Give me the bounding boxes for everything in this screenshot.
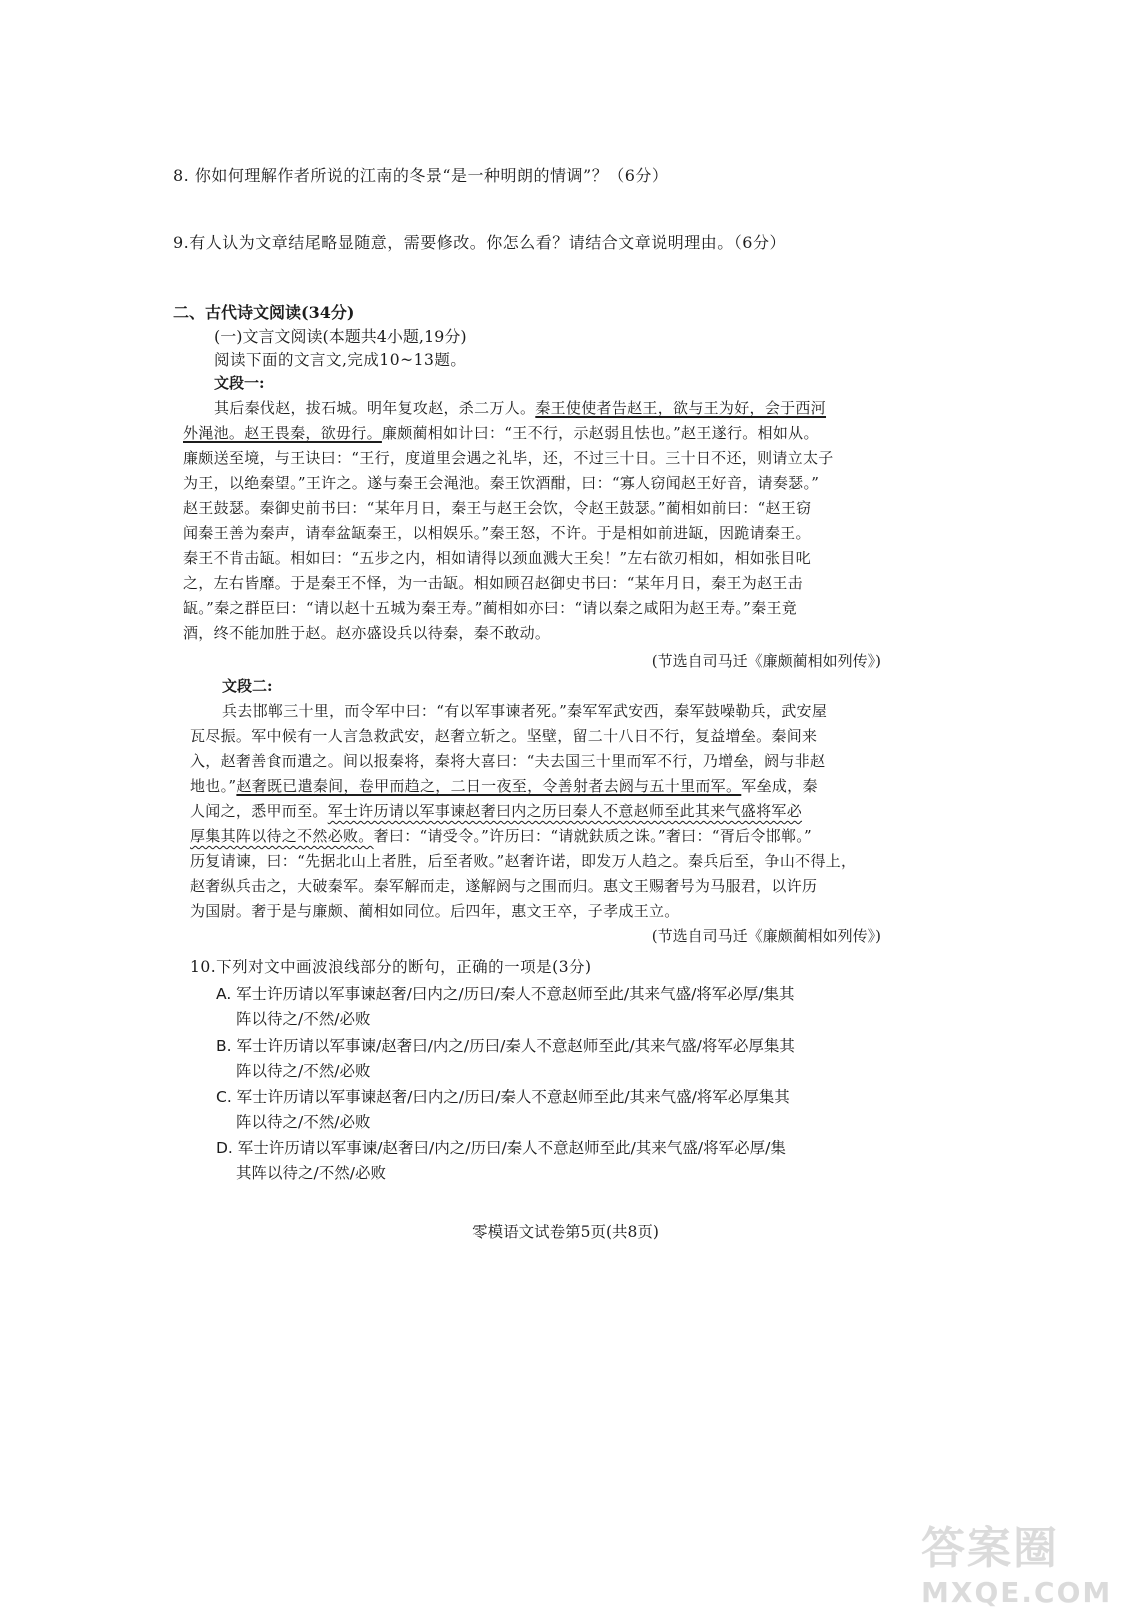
passage-1-line: 廉颇送至境，与王诀曰：“王行，度道里会遇之礼毕，还，不过三十日。三十日不还，则请立太子 xyxy=(183,449,834,467)
option-a-cont: 阵以待之/不然/必败 xyxy=(236,1010,371,1028)
passage-1-line: 之，左右皆靡。于是秦王不怿，为一击缻。相如顾召赵御史书曰：“某年月日，秦王为赵王击 xyxy=(183,574,803,592)
passage-2-line: 历复请谏，曰：“先据北山上者胜，后至者败。”赵奢许诺，即发万人趋之。秦兵后至，争山不得上， xyxy=(190,852,857,870)
question-8: 8. 你如何理解作者所说的江南的冬景“是一种明朗的情调”？（6分） xyxy=(173,166,669,185)
passage-2-line: 瓦尽振。军中候有一人言急救武安，赵奢立斩之。坚壁，留二十八日不行，复益增垒。秦间来 xyxy=(190,727,818,745)
passage-1-line: 秦王不肯击缻。相如曰：“五步之内，相如请得以颈血溅大王矣！”左右欲刃相如，相如张目叱 xyxy=(183,549,811,567)
question-10-stem: 10.下列对文中画波浪线部分的断句，正确的一项是(3分) xyxy=(190,958,592,976)
option-a: A. 军士许历请以军事谏赵奢/曰内之/历曰/秦人不意赵师至此/其来气盛/将军必厚/集其 xyxy=(216,985,795,1003)
passage-2-line: 为国尉。奢于是与廉颇、蔺相如同位。后四年，惠文王卒，子孝成王立。 xyxy=(190,902,680,920)
watermark-logo xyxy=(921,1512,1113,1609)
option-b-cont: 阵以待之/不然/必败 xyxy=(236,1062,371,1080)
passage-1-line: 赵王鼓瑟。秦御史前书曰：“某年月日，秦王与赵王会饮，令赵王鼓瑟。”蔺相如前曰：“赵王窃 xyxy=(183,499,812,517)
section-instruction: 阅读下面的文言文,完成10~13题。 xyxy=(214,351,467,369)
passage-2-line: 兵去邯郸三十里，而令军中曰：“有以军事谏者死。”秦军军武安西，秦军鼓噪勒兵，武安屋 xyxy=(222,702,828,720)
passage-2-line: 入，赵奢善食而遣之。间以报秦将，秦将大喜曰：“夫去国三十里而军不行，乃增垒，阏与非赵 xyxy=(190,752,826,770)
passage-1-line: 外渑池。赵王畏秦，欲毋行。廉颇蔺相如计曰：“王不行，示赵弱且怯也。”赵王遂行。相如从。 xyxy=(183,424,819,442)
passage-2-source: (节选自司马迁《廉颇蔺相如列传》) xyxy=(651,927,881,945)
wavy-underlined-text: 厚集其阵以待之不然必败。 xyxy=(190,827,374,845)
watermark-top: 答案圈 xyxy=(921,1523,1059,1574)
option-c-cont: 阵以待之/不然/必败 xyxy=(236,1113,371,1131)
section-subtitle: (一)文言文阅读(本题共4小题,19分) xyxy=(214,327,467,346)
passage-1-line: 闻秦王善为秦声，请奉盆缻秦王，以相娱乐。”秦王怒，不许。于是相如前进缻，因跪请秦王。 xyxy=(183,524,811,542)
option-b: B. 军士许历请以军事谏/赵奢曰/内之/历曰/秦人不意赵师至此/其来气盛/将军必厚集其 xyxy=(216,1037,795,1055)
wavy-underlined-text: 军士许历请以军事谏赵奢曰内之历曰秦人不意赵师至此其来气盛将军必 xyxy=(327,802,803,820)
underlined-text: 外渑池。赵王畏秦，欲毋行。 xyxy=(183,424,382,442)
option-d-cont: 其阵以待之/不然/必败 xyxy=(236,1164,386,1182)
passage-1-line: 其后秦伐赵，拔石城。明年复攻赵，杀二万人。秦王使使者告赵王，欲与王为好，会于西河 xyxy=(214,399,827,417)
section-title: 二、古代诗文阅读(34分) xyxy=(173,303,355,322)
passage-2-heading: 文段二: xyxy=(222,677,273,695)
passage-1-source: (节选自司马迁《廉颇蔺相如列传》) xyxy=(651,652,881,670)
passage-1-line: 缻。”秦之群臣曰：“请以赵十五城为秦王寿。”蔺相如亦曰：“请以秦之咸阳为赵王寿。”秦王竟 xyxy=(183,599,798,617)
passage-2-line: 赵奢纵兵击之，大破秦军。秦军解而走，遂解阏与之围而归。惠文王赐奢号为马服君，以许历 xyxy=(190,877,818,895)
passage-1-heading: 文段一: xyxy=(214,374,265,392)
passage-2-line: 人闻之，悉甲而至。军士许历请以军事谏赵奢曰内之历曰秦人不意赵师至此其来气盛将军必 xyxy=(190,802,803,820)
watermark-bottom: MXQE.COM xyxy=(921,1576,1113,1609)
passage-1-line: 为王，以绝秦望。”王许之。遂与秦王会渑池。秦王饮酒酣，曰：“寡人窃闻赵王好音，请奏瑟。” xyxy=(183,474,820,492)
question-9: 9.有人认为文章结尾略显随意，需要修改。你怎么看？请结合文章说明理由。（6分） xyxy=(173,233,786,252)
passage-1-line: 酒，终不能加胜于赵。赵亦盛设兵以待秦，秦不敢动。 xyxy=(183,624,551,642)
underlined-text: 秦王使使者告赵王，欲与王为好，会于西河 xyxy=(535,399,827,417)
option-c: C. 军士许历请以军事谏赵奢/曰内之/历曰/秦人不意赵师至此/其来气盛/将军必厚集其 xyxy=(216,1088,790,1106)
underlined-text: 赵奢既已遣秦间，卷甲而趋之，二日一夜至，令善射者去阏与五十里而军。 xyxy=(236,777,742,795)
passage-2-line: 厚集其阵以待之不然必败。奢曰：“请受令。”许历曰：“请就鈇质之诛。”奢曰：“胥后令邯郸。” xyxy=(190,827,813,845)
passage-2-line: 地也。”赵奢既已遣秦间，卷甲而趋之，二日一夜至，令善射者去阏与五十里而军。军垒成，秦 xyxy=(190,777,818,795)
option-d: D. 军士许历请以军事谏/赵奢曰/内之/历曰/秦人不意赵师至此/其来气盛/将军必厚/集 xyxy=(216,1139,786,1157)
page-footer: 零模语文试卷第5页(共8页) xyxy=(472,1223,659,1241)
